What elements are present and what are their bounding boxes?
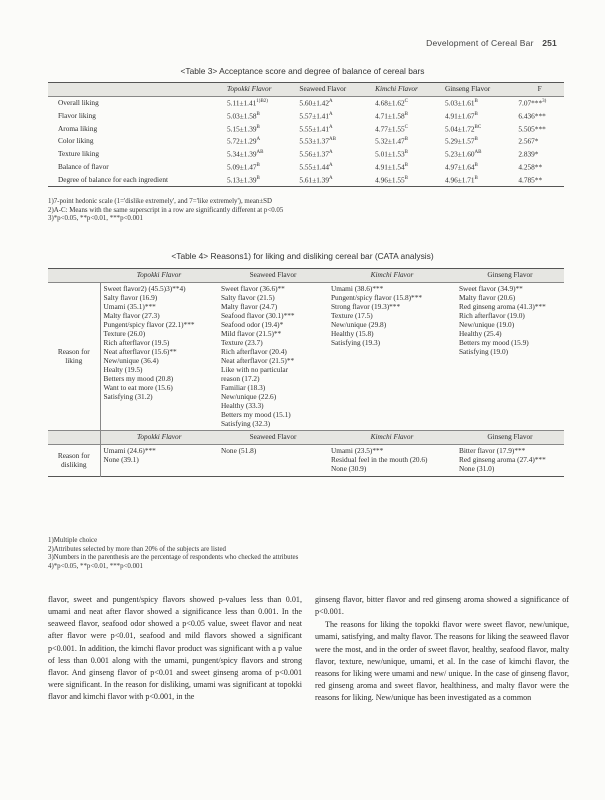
table3-cell (296, 161, 372, 174)
reason-item: Pungent/spicy flavor (15.8)*** (331, 292, 422, 302)
table3-row (48, 161, 564, 174)
table3-cell (442, 96, 515, 109)
reason-item: Neat afterflavor (15.6)** (103, 346, 177, 356)
table3-row-label: Balance of flavor (58, 161, 109, 171)
table3-cell-value: 4.258** (518, 162, 543, 172)
table3-row (48, 96, 564, 109)
table3-cell-superscript: A (328, 111, 333, 117)
table3-col-kimchi: Kimchi Flavor (372, 83, 442, 97)
table3-cell-value: 4.91±1.67 (445, 111, 475, 121)
table3-row (48, 110, 564, 123)
reason-item: Neat afterflavor (21.5)** (221, 355, 295, 365)
reason-item: Seafood flavor (30.1)*** (221, 310, 295, 320)
table3-cell (515, 123, 564, 136)
table3-cell-value: 5.15±1.39 (227, 123, 257, 133)
reason-item: Seafood odor (19.4)* (221, 319, 284, 329)
liking-kimchi (328, 282, 456, 431)
table4 (48, 268, 564, 477)
table3-cell-value: 5.55±1.41 (299, 123, 329, 133)
table4-note: 1)Multiple choice (48, 537, 98, 544)
table3-note: 1)7-point hedonic scale (1='dislike extremely', and 7='like extremely'), mean±SD (48, 198, 272, 205)
table3-cell-value: 5.61±1.39 (299, 175, 329, 185)
reason-item: reason (17.2) (221, 373, 260, 383)
reason-item: Betters my mood (20.8) (103, 373, 174, 383)
table3-cell-value: 5.505*** (518, 123, 546, 133)
table3-cell-superscript: 3) (542, 98, 547, 104)
table3-cell-superscript: B (256, 111, 260, 117)
table3-cell (372, 161, 442, 174)
reason-item: None (30.9) (331, 464, 367, 474)
reason-item: Umami (38.6)*** (331, 283, 384, 293)
table3-cell-value: 4.785** (518, 175, 543, 185)
table3-header-row (48, 83, 564, 97)
table3-cell (224, 123, 296, 136)
table3-cell (224, 96, 296, 109)
table4-subcol-kimchi: Kimchi Flavor (328, 431, 456, 445)
reason-item: Satisfying (19.0) (459, 346, 509, 356)
table4-col-seaweed: Seaweed Flavor (218, 269, 328, 283)
table3-row (48, 174, 564, 187)
table3-cell (372, 148, 442, 161)
table3-cell-superscript: C (404, 98, 408, 104)
table3-cell (442, 161, 515, 174)
reason-item: Healty (19.5) (103, 364, 143, 374)
table3-cell-superscript: A (328, 150, 333, 156)
body-right-column (315, 594, 569, 705)
table3-col-seaweed: Seaweed Flavor (296, 83, 372, 97)
reason-item: Betters my mood (15.1) (221, 409, 291, 419)
disliking-ginseng (456, 445, 564, 477)
reason-item: Sweet flavor (36.6)** (221, 283, 285, 293)
table3-row-label: Degree of balance for each ingredient (58, 174, 168, 184)
table3-cell-superscript: A (256, 137, 261, 143)
table3-cell-superscript: B (256, 175, 260, 181)
table3-row-label: Flavor liking (58, 110, 96, 120)
table3-cell-value: 4.77±1.55 (375, 123, 405, 133)
table3-row-label: Texture liking (58, 149, 100, 159)
table3-col-ginseng: Ginseng Flavor (442, 83, 515, 97)
body-paragraph: The reasons for liking the topokki flavor were sweet flavor, new/unique, umami, satisfying, and malty flavor. The reasons for liking the seaweed flavor were the most, and in the order of sweet flavor, healthy, seafood flavor, malty flavor, texture, new/unique, umami, et al. In the case of kimchi flavor, the reasons for liking were umami and new/ unique. In the case of ginseng flavor, red ginseng aroma and sweet flavor, healthiness, and malty flavor were the reasons for liking. New/unique has been investigated as a common (315, 620, 569, 703)
table3-cell-value: 5.32±1.47 (375, 136, 405, 146)
table4-header-blank (48, 269, 100, 283)
table3-cell (442, 110, 515, 123)
table4-subcol-ginseng: Ginseng Flavor (456, 431, 564, 445)
table3-cell-value: 5.60±1.42 (299, 98, 329, 108)
disliking-topokki (100, 445, 218, 477)
reason-item: Sweet flavor (34.9)** (459, 283, 523, 293)
table4-note: 4)*p<0.05, **p<0.01, ***p<0.001 (48, 562, 143, 570)
table3-cell-value: 7.07*** (518, 98, 543, 108)
table3-cell-value: 4.96±1.71 (445, 175, 475, 185)
table3-col-topokki: Topokki Flavor (224, 83, 296, 97)
table3-cell-value: 5.53±1.37 (299, 136, 329, 146)
reason-item: Mild flavor (21.5)** (221, 328, 282, 338)
table3-cell-value: 5.29±1.57 (445, 136, 475, 146)
reason-item: New/unique (19.0) (459, 319, 515, 329)
reason-item: Salty flavor (16.9) (103, 292, 158, 302)
table3-row (48, 148, 564, 161)
table3-header-blank (48, 83, 224, 97)
table3-cell-superscript: AB (474, 150, 482, 156)
reason-item: Texture (26.0) (103, 328, 146, 338)
table3-cell-superscript: C (404, 124, 408, 130)
reason-item: Healthy (33.3) (221, 400, 264, 410)
table3-cell (296, 174, 372, 187)
table3-caption: <Table 3> Acceptance score and degree of balance of cereal bars (180, 66, 425, 76)
table3-row (48, 135, 564, 148)
table3-cell (515, 174, 564, 187)
reason-item: Umami (23.5)*** (331, 446, 384, 456)
table4-notes (48, 537, 298, 571)
body-left-column (48, 594, 302, 704)
table3-cell (372, 110, 442, 123)
reason-item: Like with no particular (221, 364, 289, 374)
table3-row-label: Color liking (58, 136, 94, 146)
table3-cell-value: 5.55±1.44 (299, 162, 329, 172)
reason-item: Malty flavor (24.7) (221, 301, 278, 311)
table4-subheader-blank (48, 431, 100, 445)
table3-col-f: F (515, 83, 564, 97)
table3-cell (224, 148, 296, 161)
disliking-kimchi (328, 445, 456, 477)
table4-col-topokki: Topokki Flavor (100, 269, 218, 283)
reason-item: Texture (17.5) (331, 310, 373, 320)
table3-cell-value: 4.71±1.58 (375, 111, 405, 121)
table4-note: 3)Numbers in the parenthesis are the percentage of respondents who checked the attributes (48, 554, 299, 562)
table3-cell-superscript: B (474, 175, 478, 181)
reason-item: Malty flavor (27.3) (103, 310, 160, 320)
table3-body (48, 96, 564, 186)
table3-cell-superscript: B (256, 124, 260, 130)
table3-cell-value: 4.68±1.62 (375, 98, 405, 108)
table3-cell (296, 123, 372, 136)
table3-cell (372, 123, 442, 136)
table4-subcol-topokki: Topokki Flavor (100, 431, 218, 445)
table3-cell (515, 110, 564, 123)
table3-cell-superscript: B (256, 162, 260, 168)
reason-item: Want to eat more (15.6) (103, 382, 173, 392)
table3-cell-superscript: 1)B2) (256, 98, 268, 104)
table3-cell (372, 96, 442, 109)
table3-cell (515, 161, 564, 174)
table3-cell (224, 110, 296, 123)
liking-ginseng (456, 282, 564, 431)
reason-for-disliking-label: Reason for disliking (48, 445, 100, 477)
table3-cell-value: 5.23±1.60 (445, 149, 475, 159)
table3-cell-value: 5.03±1.61 (445, 98, 475, 108)
liking-topokki (100, 282, 218, 431)
table4-liking-row (48, 282, 564, 431)
table4-disliking-row (48, 445, 564, 477)
table3-cell-value: 4.97±1.64 (445, 162, 475, 172)
table3-cell (515, 135, 564, 148)
table3-cell-value: 5.56±1.37 (299, 149, 329, 159)
reason-item: Umami (35.1)*** (103, 301, 156, 311)
reason-item: None (51.8) (221, 446, 257, 456)
reason-item: Healthy (15.8) (331, 328, 374, 338)
reason-item: Sweet flavor2) (45.5)3)**4) (103, 283, 186, 293)
reason-item: None (31.0) (459, 464, 495, 474)
reason-item: Healthy (25.4) (459, 328, 502, 338)
journal-title: Development of Cereal Bar (426, 38, 534, 48)
table3-row (48, 123, 564, 136)
reason-item: Texture (23.7) (221, 337, 263, 347)
table3-cell-value: 4.91±1.54 (375, 162, 405, 172)
table3-cell-value: 5.72±1.29 (227, 136, 257, 146)
reason-item: New/unique (36.4) (103, 355, 159, 365)
table3-cell-superscript: B (404, 150, 408, 156)
body-paragraph: ginseng flavor, bitter flavor and red ginseng aroma showed a significance of p<0.001. (315, 595, 569, 617)
reason-item: Satisfying (32.3) (221, 418, 271, 428)
table3-cell-superscript: B (474, 98, 478, 104)
reason-item: Rich afterflavor (20.4) (221, 346, 287, 356)
reason-item: Rich afterflavor (19.5) (103, 337, 170, 347)
table3-note: 3)*p<0.05, **p<0.01, ***p<0.001 (48, 215, 143, 223)
reason-item: Umami (24.6)*** (103, 446, 156, 456)
table3-cell-superscript: B (404, 137, 408, 143)
table3-cell-superscript: A (328, 98, 333, 104)
table3 (48, 82, 564, 187)
reason-item: Red ginseng aroma (41.3)*** (459, 301, 546, 311)
table3-row-label: Overall liking (58, 97, 99, 107)
disliking-seaweed (218, 445, 328, 477)
table3-cell (296, 110, 372, 123)
table3-cell (442, 148, 515, 161)
page-number: 251 (542, 38, 557, 48)
table4-col-kimchi: Kimchi Flavor (328, 269, 456, 283)
table3-cell (372, 135, 442, 148)
reason-item: Rich afterflavor (19.0) (459, 310, 525, 320)
reason-item: Strong flavor (19.3)*** (331, 301, 401, 311)
table3-cell-superscript: A (328, 175, 333, 181)
table3-note: 2)A-C: Means with the same superscript in a row are significantly different at p<0.05 (48, 206, 284, 214)
table3-cell (515, 96, 564, 109)
reason-item: Familiar (18.3) (221, 382, 266, 392)
table3-cell-superscript: A (328, 124, 333, 130)
body-paragraph: flavor, sweet and pungent/spicy flavors showed p-values less than 0.01, umami and neat after flavor showed a significance less than 0.001. In the seaweed flavor, seafood odor showed a p<0.05 value, sweet flavor and neat after flavor were p<0.01, seafood and mild flavors showed a significant p<0.001. In addition, the kimchi flavor product was significant with a p value of less than 0.001 along with the umami, pungent/spicy flavors and strong flavor. And ginseng flavor of p<0.01 and sweet ginseng aroma of p<0.001 were significant. In the reason for disliking, umami was significant at topokki flavor and kimchi flavor with p<0.001, in the (48, 595, 302, 702)
reason-item: Residual feel in the mouth (20.6) (331, 455, 428, 465)
table3-cell-value: 4.96±1.55 (375, 175, 405, 185)
table3-cell (515, 148, 564, 161)
reason-item: Bitter flavor (17.9)*** (459, 446, 526, 456)
table4-header-row (48, 269, 564, 283)
table3-cell (296, 135, 372, 148)
table3-cell-value: 5.01±1.53 (375, 149, 405, 159)
table3-cell-value: 5.03±1.58 (227, 111, 257, 121)
table3-cell (372, 174, 442, 187)
table3-row-label: Aroma liking (58, 123, 98, 133)
table3-cell (296, 148, 372, 161)
table3-cell-superscript: B (474, 162, 478, 168)
table3-cell (442, 174, 515, 187)
table3-cell-superscript: B (404, 175, 408, 181)
table3-cell-value: 5.34±1.39 (227, 149, 257, 159)
table3-cell (224, 135, 296, 148)
table3-cell-value: 5.09±1.47 (227, 162, 257, 172)
table3-cell (296, 96, 372, 109)
table3-cell-superscript: B (404, 111, 408, 117)
table3-cell-value: 5.57±1.41 (299, 111, 329, 121)
table3-cell (442, 135, 515, 148)
table3-cell-value: 2.567* (518, 136, 539, 146)
table3-cell-superscript: AB (256, 150, 264, 156)
table4-subheader-row (48, 431, 564, 445)
table3-cell-superscript: B (404, 162, 408, 168)
reason-item: Satisfying (31.2) (103, 391, 153, 401)
table3-cell-superscript: BC (474, 124, 482, 130)
table3-cell-value: 6.436*** (518, 111, 546, 121)
reason-item: Red ginseng aroma (27.4)*** (459, 455, 546, 465)
reason-item: Malty flavor (20.6) (459, 292, 516, 302)
table3-cell-superscript: A (328, 162, 333, 168)
reason-item: Salty flavor (21.5) (221, 292, 275, 302)
table3-cell-superscript: B (474, 111, 478, 117)
table3-notes (48, 198, 283, 224)
table3-cell-value: 5.13±1.39 (227, 175, 257, 185)
table3-cell-value: 5.04±1.72 (445, 123, 475, 133)
table4-note: 2)Attributes selected by more than 20% of the subjects are listed (48, 545, 226, 553)
liking-seaweed (218, 282, 328, 431)
reason-item: New/unique (22.6) (221, 391, 277, 401)
table3-cell (224, 161, 296, 174)
reason-item: None (39.1) (103, 455, 139, 465)
table4-caption: <Table 4> Reasons1) for liking and disliking cereal bar (CATA analysis) (171, 251, 434, 261)
table4-subcol-seaweed: Seaweed Flavor (218, 431, 328, 445)
reason-for-liking-label: Reason for liking (48, 282, 100, 431)
table3-cell (442, 123, 515, 136)
reason-item: Satisfying (19.3) (331, 337, 381, 347)
table3-cell-value: 5.11±1.41 (227, 98, 257, 108)
reason-item: New/unique (29.8) (331, 319, 387, 329)
running-header (426, 38, 557, 48)
table3-cell-superscript: B (474, 137, 478, 143)
table3-cell-superscript: AB (328, 137, 336, 143)
reason-item: Betters my mood (15.9) (459, 337, 529, 347)
reason-item: Pungent/spicy flavor (22.1)*** (103, 319, 195, 329)
table4-col-ginseng: Ginseng Flavor (456, 269, 564, 283)
table3-cell (224, 174, 296, 187)
table3-cell-value: 2.839* (518, 149, 539, 159)
